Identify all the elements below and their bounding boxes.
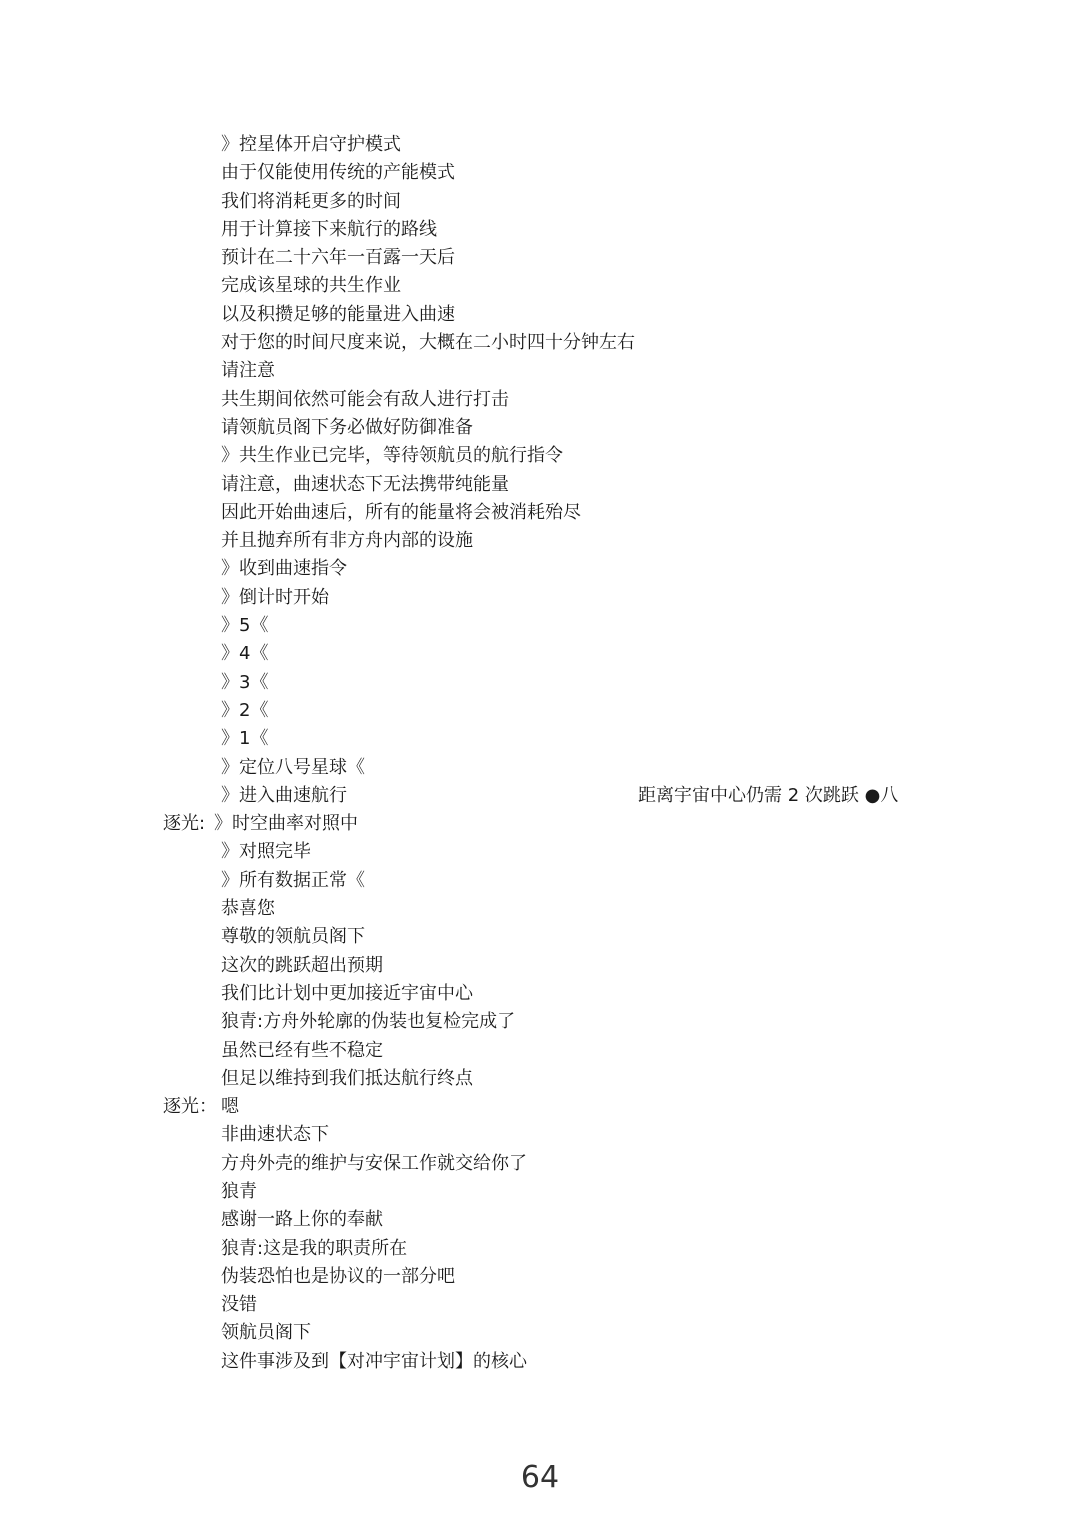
line-text: 方舟外壳的维护与安保工作就交给你了 (221, 1152, 527, 1174)
line-text: 狼青:方舟外轮廓的伪装也复检完成了 (221, 1011, 516, 1033)
text-line (0, 1235, 1080, 1263)
speaker-line (0, 810, 1080, 838)
line-text: 请领航员阁下务必做好防御准备 (221, 416, 473, 438)
text-line (0, 838, 1080, 866)
line-text: 》控星体开启守护模式 (221, 134, 401, 155)
text-line (0, 867, 1080, 895)
text-line (0, 725, 1080, 753)
text-line (0, 923, 1080, 951)
text-line (0, 1037, 1080, 1065)
speaker-line (0, 1093, 1080, 1121)
text-line (0, 1319, 1080, 1347)
line-text: 伪装恐怕也是协议的一部分吧 (221, 1265, 455, 1287)
line-text: 我们将消耗更多的时间 (221, 190, 401, 212)
line-text: 》进入曲速航行 (221, 784, 347, 806)
line-text: 因此开始曲速后，所有的能量将会被消耗殆尽 (221, 501, 581, 523)
text-line (0, 1121, 1080, 1149)
text-line (0, 1008, 1080, 1036)
line-text: 请注意，曲速状态下无法携带纯能量 (221, 473, 509, 495)
line-text: 》定位八号星球《 (221, 756, 365, 778)
line-text: 请注意 (221, 360, 275, 382)
jump-distance-note: 距离宇宙中心仍需 2 次跳跃 ●八 (638, 784, 899, 806)
line-text: 没错 (221, 1294, 257, 1316)
text-line (0, 1348, 1080, 1376)
text-line (0, 329, 1080, 357)
line-text: 这次的跳跃超出预期 (221, 954, 383, 976)
line-text: 虽然已经有些不稳定 (221, 1039, 383, 1061)
speaker-name: 逐光: (163, 813, 206, 835)
text-line (0, 414, 1080, 442)
line-text: 》3《 (221, 671, 269, 693)
text-line (0, 640, 1080, 668)
line-text: 》1《 (221, 728, 269, 750)
line-text: 》2《 (221, 699, 269, 721)
line-text: 感谢一路上你的奉献 (221, 1209, 383, 1231)
line-text: 用于计算接下来航行的路线 (221, 218, 437, 240)
line-text: 并且抛弃所有非方舟内部的设施 (221, 530, 473, 552)
text-line (0, 555, 1080, 583)
text-line (0, 1150, 1080, 1178)
line-text: 狼青:这是我的职责所在 (221, 1237, 408, 1259)
text-line (0, 471, 1080, 499)
text-line (0, 697, 1080, 725)
line-text: 以及积攒足够的能量进入曲速 (221, 303, 455, 325)
line-text: 预计在二十六年一百露一天后 (221, 247, 455, 269)
text-line (0, 1291, 1080, 1319)
text-line (0, 584, 1080, 612)
speaker-text: 》时空曲率对照中 (214, 813, 358, 835)
text-line (0, 669, 1080, 697)
text-line (0, 159, 1080, 187)
line-text: 》5《 (221, 615, 269, 637)
text-line (0, 244, 1080, 272)
line-text: 但足以维持到我们抵达航行终点 (221, 1067, 473, 1089)
text-line (0, 442, 1080, 470)
text-line (0, 386, 1080, 414)
line-text: 共生期间依然可能会有敌人进行打击 (221, 388, 509, 410)
line-text: 由于仅能使用传统的产能模式 (221, 162, 455, 184)
line-text: 领航员阁下 (221, 1322, 311, 1344)
text-line (0, 1178, 1080, 1206)
text-line (0, 782, 1080, 810)
line-text: 》共生作业已完毕，等待领航员的航行指令 (221, 445, 563, 467)
page-number: 64 (520, 1460, 560, 1495)
line-text: 》4《 (221, 643, 269, 665)
line-text: 我们比计划中更加接近宇宙中心 (221, 982, 473, 1004)
text-line (0, 1263, 1080, 1291)
text-line (0, 1206, 1080, 1234)
text-line (0, 1065, 1080, 1093)
speaker-name: 逐光： (163, 1096, 217, 1118)
text-line (0, 272, 1080, 300)
text-line (0, 952, 1080, 980)
line-text: 对于您的时间尺度来说，大概在二小时四十分钟左右 (221, 332, 635, 354)
text-line (0, 612, 1080, 640)
text-line (0, 131, 1080, 159)
text-line (0, 754, 1080, 782)
text-line (0, 188, 1080, 216)
line-text: 非曲速状态下 (221, 1124, 329, 1146)
text-line (0, 357, 1080, 385)
speaker-text: 嗯 (221, 1096, 239, 1118)
line-text: 尊敬的领航员阁下 (221, 926, 365, 948)
text-body (0, 131, 1080, 1376)
line-text: 》对照完毕 (221, 841, 311, 863)
text-line (0, 301, 1080, 329)
line-text: 》倒计时开始 (221, 586, 329, 608)
text-line (0, 499, 1080, 527)
line-text: 》所有数据正常《 (221, 869, 365, 891)
text-line (0, 895, 1080, 923)
text-line (0, 980, 1080, 1008)
text-line (0, 216, 1080, 244)
text-line (0, 527, 1080, 555)
line-text: 完成该星球的共生作业 (221, 275, 401, 297)
line-text: 这件事涉及到【对冲宇宙计划】的核心 (221, 1350, 527, 1372)
line-text: 恭喜您 (221, 898, 275, 920)
line-text: 》收到曲速指令 (221, 558, 347, 580)
line-text: 狼青 (221, 1180, 257, 1202)
